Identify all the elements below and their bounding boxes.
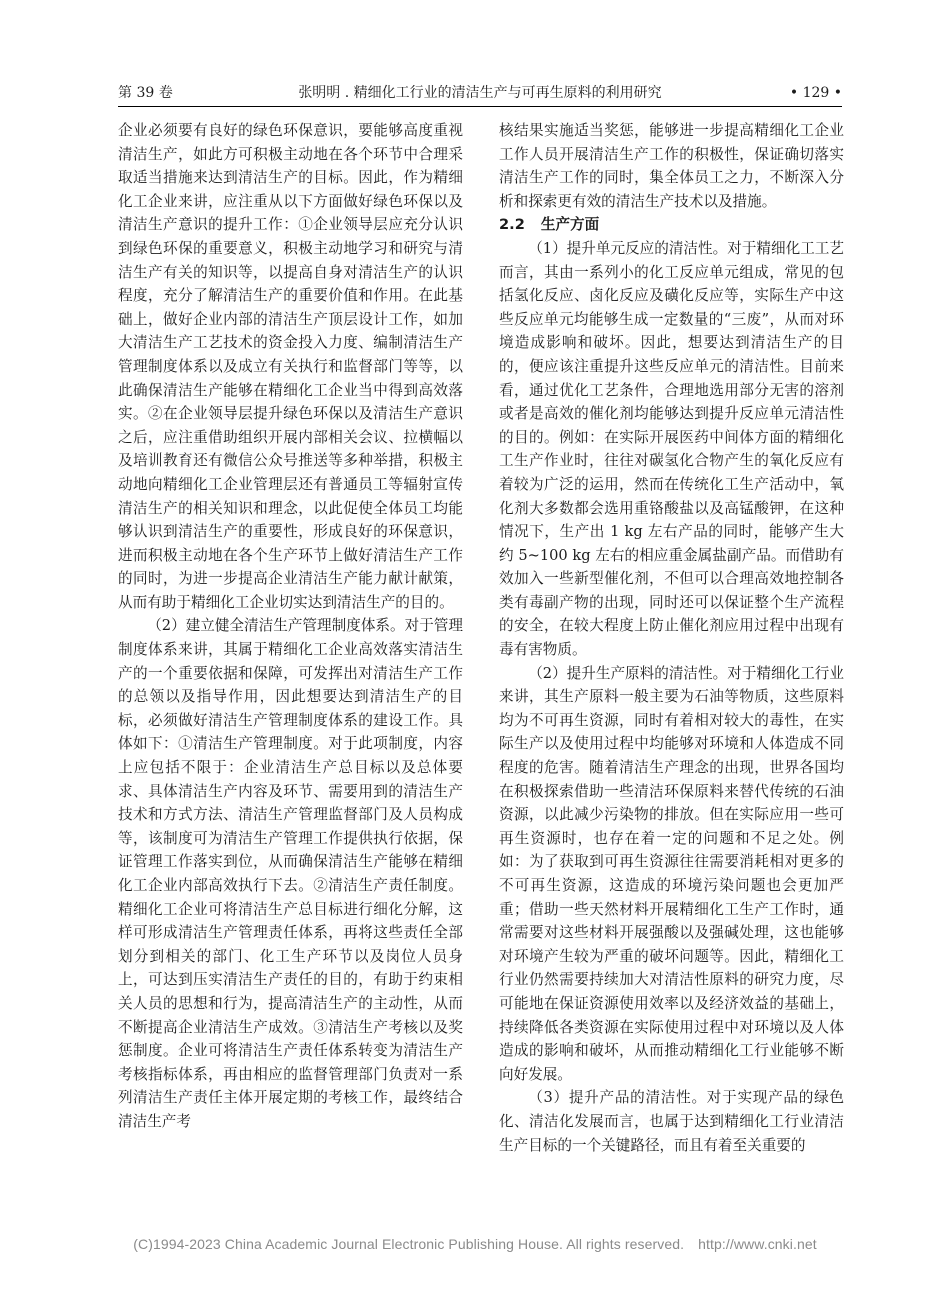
copyright-text: (C)1994-2023 China Academic Journal Electronic Publishing House. All rights reserved. bbox=[133, 1236, 685, 1252]
running-header bbox=[118, 82, 842, 108]
paragraph: （2）建立健全清洁生产管理制度体系。对于管理制度体系来讲，其属于精细化工企业高效落实清洁生产的一个重要依据和保障，可发挥出对清洁生产工作的总领以及指导作用，因此想要达到清洁生产的目标，必须做好清洁生产管理制度体系的建设工作。具体如下：①清洁生产管理制度。对于此项制度，内容上应包括不限于：企业清洁生产总目标以及总体要求、具体清洁生产内容及环节、需要用到的清洁生产技术和方式方法、清洁生产管理监督部门及人员构成等，该制度可为清洁生产管理工作提供执行依据，保证管理工作落实到位，从而确保清洁生产能够在精细化工企业内部高效执行下去。②清洁生产责任制度。精细化工企业可将清洁生产总目标进行细化分解，这样可形成清洁生产管理责任体系，再将这些责任全部划分到相关的部门、化工生产环节以及岗位人员身上，可达到压实清洁生产责任的目的，有助于约束相关人员的思想和行为，提高清洁生产的主动性，从而不断提高企业清洁生产成效。③清洁生产考核以及奖惩制度。企业可将清洁生产责任体系转变为清洁生产考核指标体系，再由相应的监督管理部门负责对一系列清洁生产责任主体开展定期的考核工作，最终结合清洁生产考 bbox=[118, 617, 463, 1130]
paragraph: （2）提升生产原料的清洁性。对于精细化工行业来讲，其生产原料一般主要为石油等物质，这些原料均为不可再生资源，同时有着相对较大的毒性，在实际生产以及使用过程中均能够对环境和人体造成不同程度的危害。随着清洁生产理念的出现，世界各国均在积极探索借助一些清洁环保原料来替代传统的石油资源，以此减少污染物的排放。但在实际应用一些可再生资源时，也存在着一定的问题和不足之处。例如：为了获取到可再生资源往往需要消耗相对更多的不可再生资源，这造成的环境污染问题也会更加严重；借助一些天然材料开展精细化工生产工作时，通常需要对这些材料开展强酸以及强碱处理，这也能够对环境产生较为严重的破坏问题等。因此，精细化工行业仍然需要持续加大对清洁性原料的研究力度，尽可能地在保证资源使用效率以及经济效益的基础上，持续降低各类资源在实际使用过程中对环境以及人体造成的影响和破坏，从而推动精细化工行业能够不断向好发展。 bbox=[499, 664, 844, 1083]
section-number: 2.2 bbox=[499, 216, 525, 234]
paragraph: （3）提升产品的清洁性。对于实现产品的绿色化、清洁化发展而言，也属于达到精细化工行业清洁生产目标的一个关键路径，而且有着至关重要的 bbox=[499, 1089, 844, 1154]
volume-label: 第 39 卷 bbox=[118, 85, 173, 101]
section-title: 生产方面 bbox=[540, 216, 600, 234]
left-column bbox=[118, 119, 463, 1134]
source-url[interactable]: http://www.cnki.net bbox=[698, 1236, 817, 1252]
section-heading bbox=[499, 213, 844, 237]
paragraph: （1）提升单元反应的清洁性。对于精细化工工艺而言，其由一系列小的化工反应单元组成，常见的包括氢化反应、卤化反应及磺化反应等，实际生产中这些反应单元均能够生成一定数量的“三废”，从而对环境造成影响和破坏。因此，想要达到清洁生产的目的，便应该注重提升这些反应单元的清洁性。目前来看，通过优化工艺条件，合理地选用部分无害的溶剂或者是高效的催化剂均能够达到提升反应单元清洁性的目的。例如：在实际开展医药中间体方面的精细化工生产作业时，往往对碳氢化合物产生的氧化反应有着较为广泛的运用，然而在传统化工生产活动中，氧化剂大多数都会选用重铬酸盐以及高锰酸钾，在这种情况下，生产出 1 kg 左右产品的同时，能够产生大约 5~100 kg 左右的相应重金属盐副产品。而借助有效加入一些新型催化剂，不但可以合理高效地控制各类有毒副产物的出现，同时还可以保证整个生产流程的安全，在较大程度上防止催化剂应用过程中出现有毒有害物质。 bbox=[499, 239, 844, 659]
page-number: • 129 • bbox=[789, 85, 842, 101]
copyright-footer bbox=[0, 1236, 950, 1252]
paragraph: 企业必须要有良好的绿色环保意识，要能够高度重视清洁生产，如此方可积极主动地在各个环节中合理采取适当措施来达到清洁生产的目标。因此，作为精细化工企业来讲，应注重从以下方面做好绿色环保以及清洁生产意识的提升工作：①企业领导层应充分认识到绿色环保的重要意义，积极主动地学习和研究与清洁生产有关的知识等，以提高自身对清洁生产的认识程度，充分了解清洁生产的重要价值和作用。在此基础上，做好企业内部的清洁生产顶层设计工作，如加大清洁生产工艺技术的资金投入力度、编制清洁生产管理制度体系以及成立有关执行和监督部门等等，以此确保清洁生产能够在精细化工企业当中得到高效落实。②在企业领导层提升绿色环保以及清洁生产意识之后，应注重借助组织开展内部相关会议、拉横幅以及培训教育还有微信公众号推送等多种举措，积极主动地向精细化工企业管理层还有普通员工等辐射宣传清洁生产的相关知识和理念，以此促使全体员工均能够认识到清洁生产的重要性，形成良好的环保意识，进而积极主动地在各个生产环节上做好清洁生产工作的同时，为进一步提高企业清洁生产能力献计献策，从而有助于精细化工企业切实达到清洁生产的目的。 bbox=[118, 122, 463, 611]
running-title: 张明明 . 精细化工行业的清洁生产与可再生原料的利用研究 bbox=[298, 85, 662, 101]
header-divider bbox=[118, 106, 842, 107]
paragraph: 核结果实施适当奖惩，能够进一步提高精细化工企业工作人员开展清洁生产工作的积极性，保证确切落实清洁生产工作的同时，集全体员工之力，不断深入分析和探索更有效的清洁生产技术以及措施。 bbox=[499, 122, 844, 210]
right-column bbox=[499, 119, 844, 1157]
